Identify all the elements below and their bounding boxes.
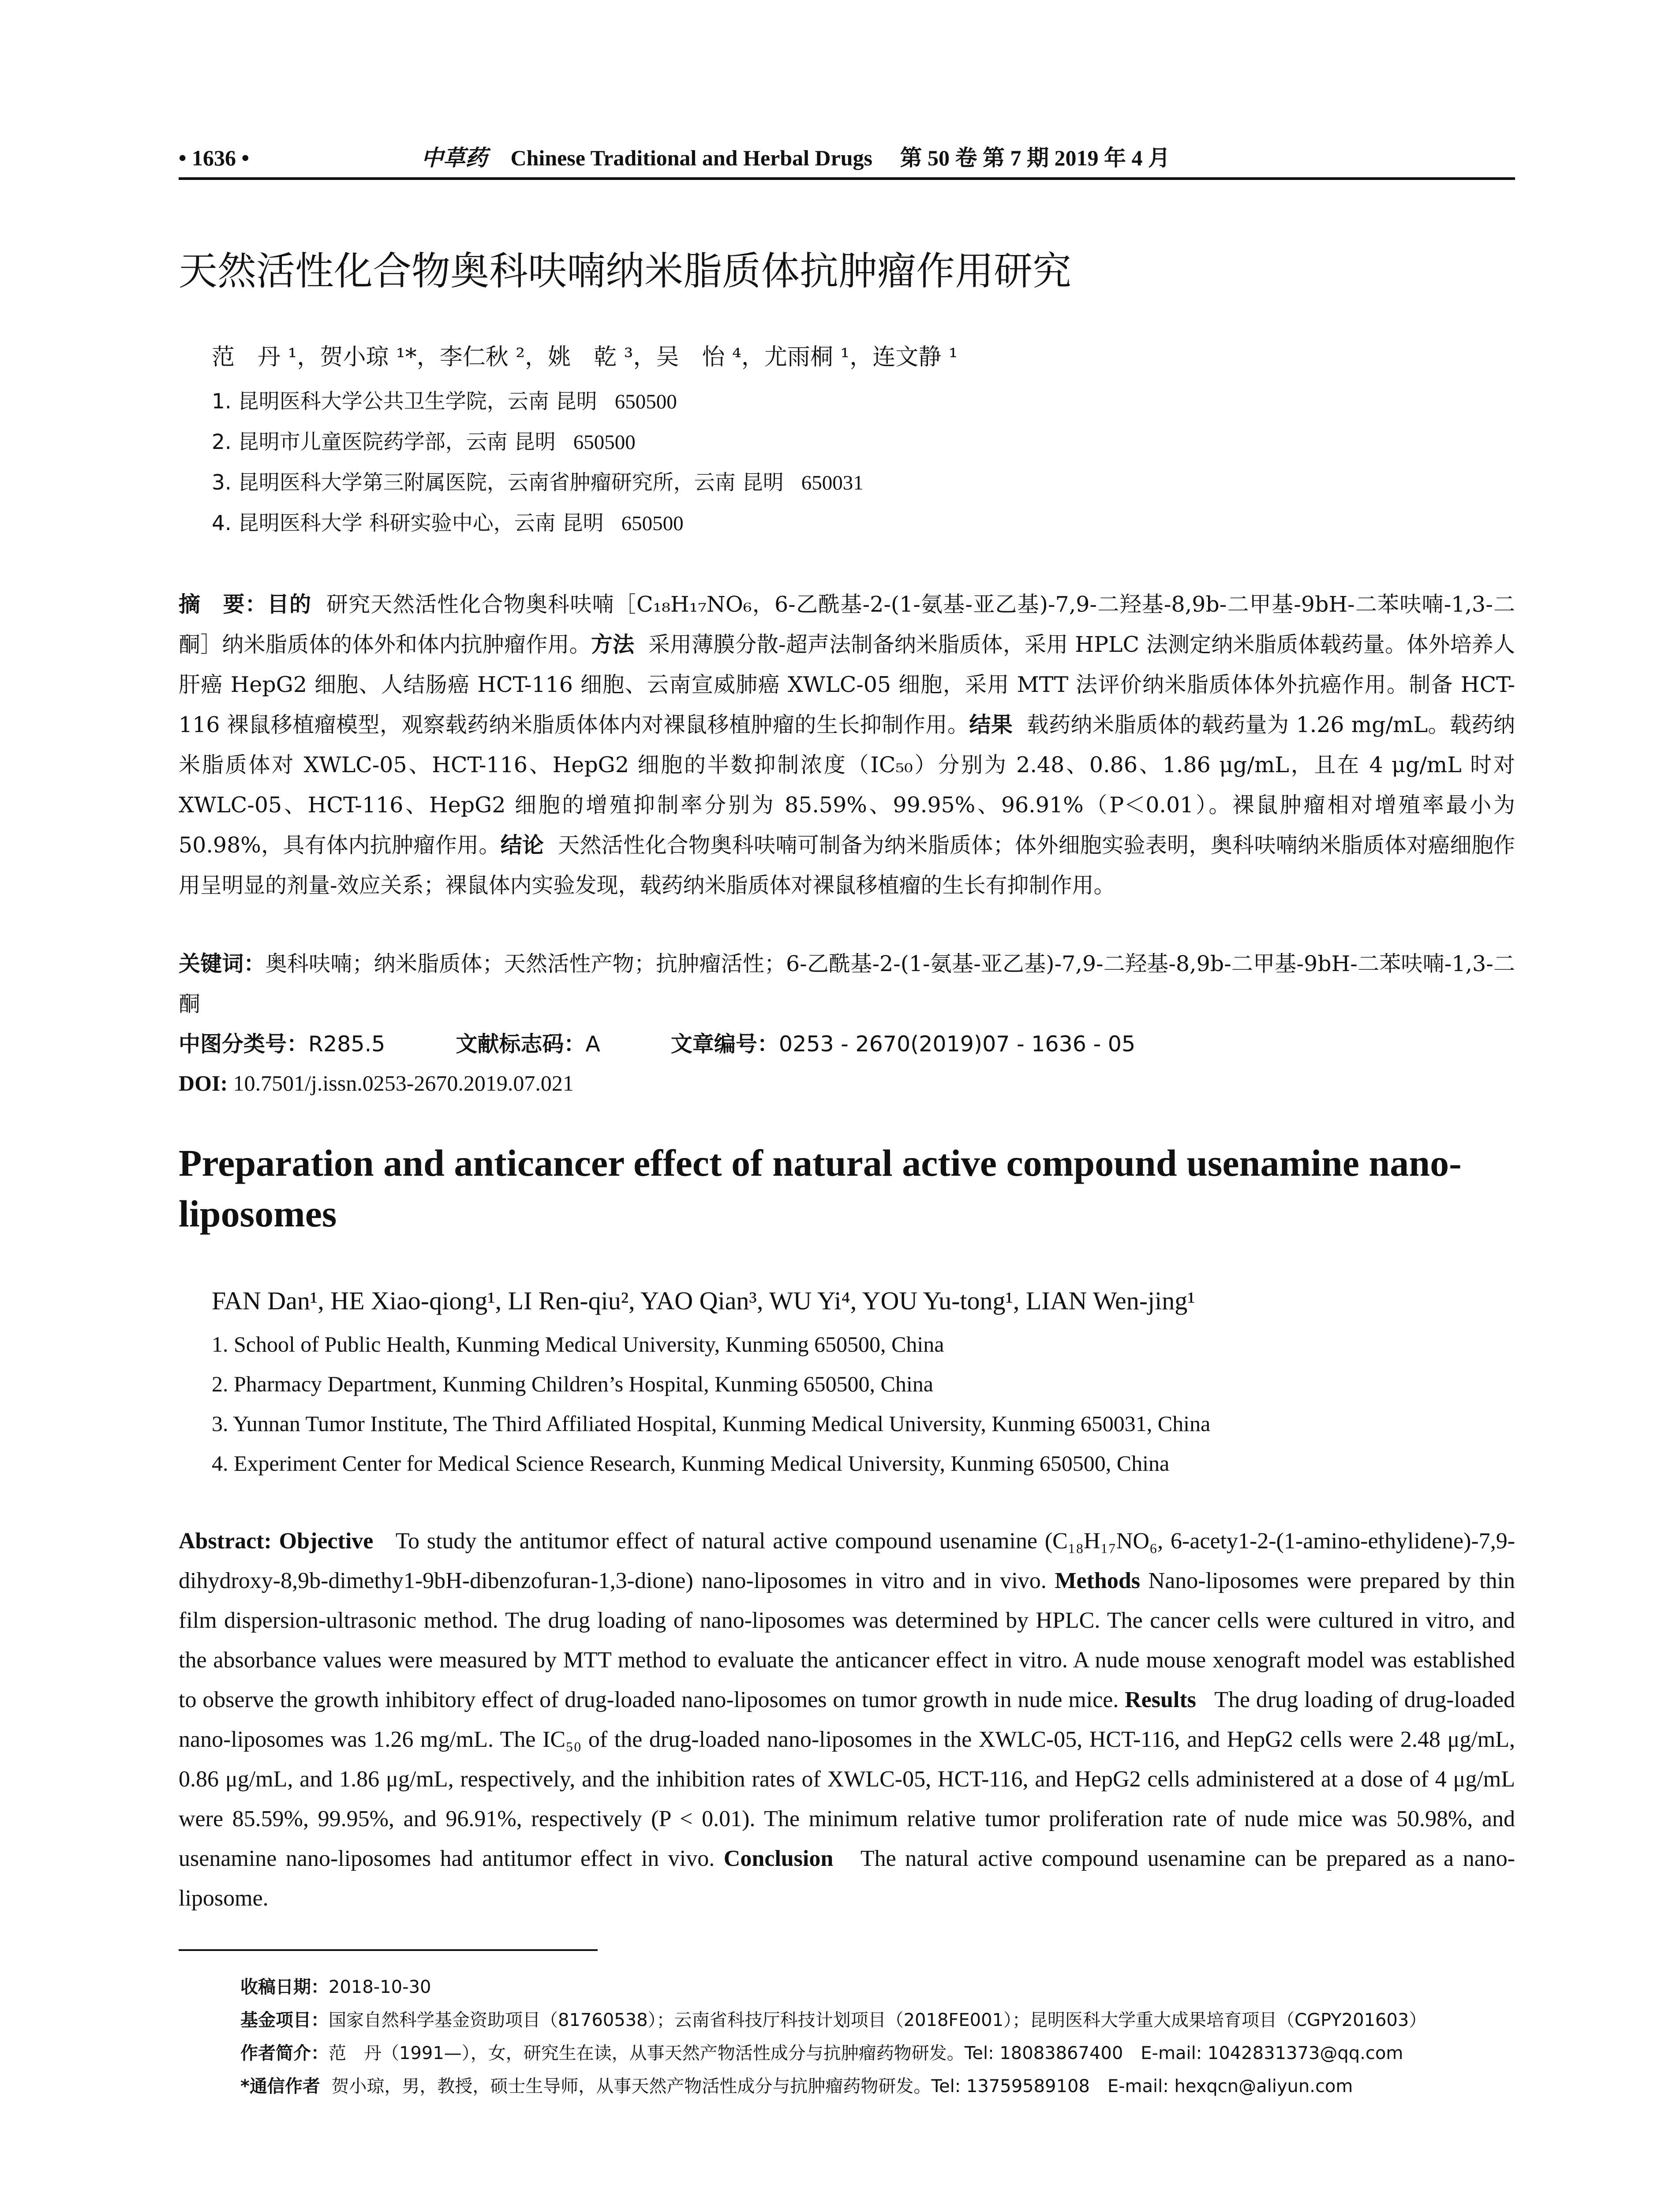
page-number: • 1636 •	[179, 146, 250, 170]
doc-code-label: 文献标志码：	[456, 1031, 586, 1057]
cn-affiliation-text: 3. 昆明医科大学第三附属医院，云南省肿瘤研究所，云南 昆明	[212, 471, 784, 495]
en-objective-label: Objective	[279, 1529, 374, 1554]
journal-masthead	[421, 140, 1170, 176]
cn-title: 天然活性化合物奥科呋喃纳米脂质体抗肿瘤作用研究	[179, 248, 1072, 294]
cn-authors: 范 丹 ¹，贺小琼 ¹*，李仁秋 ²，姚 乾 ³，吴 怡 ⁴，尤雨桐 ¹，连文静 ¹	[212, 344, 958, 370]
footnote-corresponding	[240, 2070, 1515, 2102]
en-authors: FAN Dan¹, HE Xiao-qiong¹, LI Ren-qiu², YAO Qian³, WU Yi⁴, YOU Yu-tong¹, LIAN Wen-jing¹	[212, 1286, 1195, 1315]
funding-label: 基金项目：	[240, 2010, 329, 2030]
en-abstract	[179, 1521, 1515, 1918]
en-conclusion-label: Conclusion	[723, 1846, 834, 1871]
doi-value[interactable]: 10.7501/j.issn.0253-2670.2019.07.021	[233, 1071, 574, 1095]
cn-conclusion-label: 结论	[500, 833, 544, 858]
cn-affiliation-zip: 650500	[621, 512, 684, 535]
doc-code-value: A	[585, 1031, 600, 1057]
en-conclusion-text: The natural active compound usenamine can be prepared as a nano-liposome.	[179, 1846, 1515, 1911]
cn-affiliation-text: 4. 昆明医科大学 科研实验中心，云南 昆明	[212, 511, 604, 535]
footnote-received	[240, 1971, 1515, 2003]
cn-affiliation-zip: 650031	[801, 471, 864, 494]
en-methods-label: Methods	[1055, 1568, 1140, 1593]
cn-abstract	[179, 584, 1515, 905]
author-bio-text: 范 丹（1991—），女，研究生在读，从事天然产物活性成分与抗肿瘤药物研发。Tel: 18083867400 E-mail: 1042831373@qq.com	[329, 2043, 1403, 2063]
cn-objective-label: 目的	[267, 592, 312, 617]
cn-conclusion-text: 天然活性化合物奥科呋喃可制备为纳米脂质体；体外细胞实验表明，奥科呋喃纳米脂质体对癌细胞作用呈明显的剂量-效应关系；裸鼠体内实验发现，载药纳米脂质体对裸鼠移植瘤的生长有抑制作用。	[179, 833, 1515, 898]
en-affiliation: 1. School of Public Health, Kunming Medical University, Kunming 650500, China	[212, 1332, 944, 1357]
cn-results-label: 结果	[969, 712, 1013, 737]
header-rule	[179, 177, 1515, 180]
en-results-text: The drug loading of drug-loaded nano-liposomes was 1.26 mg/mL. The IC₅₀ of the drug-loaded nano-liposomes in the XWLC-05, HCT-116, and HepG2 cells were 2.48 μg/mL, 0.86 μg/mL, and 1.86 μg/mL, respectively, and the inhibition rates of XWLC-05, HCT-116, and HepG2 cells administered at a dose of 4 μg/mL were 85.59%, 99.95%, and 96.91%, respectively (P < 0.01). The minimum relative tumor proliferation rate of nude mice was 50.98%, and usenamine nano-liposomes had antitumor effect in vivo.	[179, 1687, 1515, 1871]
corresponding-text: 贺小琼，男，教授，硕士生导师，从事天然产物活性成分与抗肿瘤药物研发。Tel: 13759589108 E-mail: hexqcn@aliyun.com	[331, 2076, 1353, 2097]
cn-affiliation	[212, 503, 684, 544]
cn-objective-text: 研究天然活性化合物奥科呋喃［C₁₈H₁₇NO₆，6-乙酰基-2-(1-氨基-亚乙基)-7,9-二羟基-8,9b-二甲基-9bH-二苯呋喃-1,3-二酮］纳米脂质体的体外和体内抗肿瘤作用。	[179, 592, 1515, 657]
cn-affiliation-text: 2. 昆明市儿童医院药学部，云南 昆明	[212, 430, 556, 454]
cn-affiliation-zip: 650500	[614, 390, 677, 413]
en-methods-text: Nano-liposomes were prepared by thin film dispersion-ultrasonic method. The drug loading of nano-liposomes was determined by HPLC. The cancer cells were cultured in vitro, and the absorbance values were measured by MTT method to evaluate the anticancer effect in vitro. A nude mouse xenograft model was established to observe the growth inhibitory effect of drug-loaded nano-liposomes on tumor growth in nude mice.	[179, 1568, 1515, 1712]
clc-label: 中图分类号：	[179, 1031, 309, 1057]
journal-logo: 中草药	[421, 145, 487, 171]
cn-results-text: 载药纳米脂质体的载药量为 1.26 mg/mL。载药纳米脂质体对 XWLC-05、HCT-116、HepG2 细胞的半数抑制浓度（IC₅₀）分别为 2.48、0.86、1.86 μg/mL，且在 4 μg/mL 时对 XWLC-05、HCT-116、HepG2 细胞的增殖抑制率分别为 85.59%、99.95%、96.91%（P＜0.01）。裸鼠肿瘤相对增殖率最小为 50.98%，具有体内抗肿瘤作用。	[179, 712, 1515, 858]
cn-affiliation-zip: 650500	[573, 431, 636, 454]
footnote-funding	[240, 2004, 1515, 2036]
cn-methods-label: 方法	[591, 632, 635, 657]
classification-line	[179, 1024, 1135, 1065]
article-no-label: 文章编号：	[670, 1031, 779, 1057]
cn-affiliation	[212, 463, 864, 503]
en-affiliation: 2. Pharmacy Department, Kunming Children’s Hospital, Kunming 650500, China	[212, 1372, 933, 1396]
cn-affiliation	[212, 422, 636, 463]
article-no-value: 0253 - 2670(2019)07 - 1636 - 05	[778, 1031, 1136, 1057]
cn-affiliation	[212, 381, 677, 422]
cn-abstract-label: 摘 要：	[179, 592, 267, 617]
doi-line	[179, 1063, 574, 1103]
en-affiliation: 3. Yunnan Tumor Institute, The Third Affiliated Hospital, Kunming Medical University, Kunming 650031, China	[212, 1411, 1211, 1436]
received-label: 收稿日期：	[240, 1977, 329, 1997]
en-results-label: Results	[1125, 1687, 1196, 1712]
clc-value: R285.5	[308, 1031, 385, 1057]
footnote-author	[240, 2037, 1515, 2069]
corresponding-label: *通信作者	[240, 2076, 320, 2097]
cn-methods-text: 采用薄膜分散-超声法制备纳米脂质体，采用 HPLC 法测定纳米脂质体载药量。体外培养人肝癌 HepG2 细胞、人结肠癌 HCT-116 细胞、云南宣威肺癌 XWLC-05 细胞，采用 MTT 法评价纳米脂质体体外抗癌作用。制备 HCT-116 裸鼠移植瘤模型，观察载药纳米脂质体体内对裸鼠移植肿瘤的生长抑制作用。	[179, 632, 1515, 737]
running-header	[179, 140, 1515, 176]
footnote-rule	[179, 1949, 598, 1951]
en-title: Preparation and anticancer effect of natural active compound usenamine nano-liposomes	[179, 1142, 1462, 1235]
cn-keywords	[179, 944, 1515, 1024]
received-date: 2018-10-30	[329, 1977, 431, 1997]
en-affiliation: 4. Experiment Center for Medical Science Research, Kunming Medical University, Kunming 650500, China	[212, 1451, 1170, 1476]
issue-info: 第 50 卷 第 7 期 2019 年 4 月	[900, 146, 1170, 170]
author-bio-label: 作者简介：	[240, 2043, 329, 2063]
doi-label: DOI:	[179, 1071, 228, 1095]
funding-text: 国家自然科学基金资助项目（81760538）；云南省科技厅科技计划项目（2018FE001）；昆明医科大学重大成果培育项目（CGPY201603）	[329, 2010, 1427, 2030]
cn-affiliation-text: 1. 昆明医科大学公共卫生学院，云南 昆明	[212, 389, 597, 414]
cn-keywords-label: 关键词：	[179, 951, 266, 976]
en-abstract-label: Abstract:	[179, 1529, 272, 1554]
journal-name: Chinese Traditional and Herbal Drugs	[510, 146, 872, 170]
en-objective-text: To study the antitumor effect of natural active compound usenamine (C₁₈H₁₇NO₆, 6-acety1-2-(1-amino-ethylidene)-7,9-dihydroxy-8,9b-dimethy1-9bH-dibenzofuran-1,3-dione) nano-liposomes in vitro and in vivo.	[179, 1529, 1515, 1593]
cn-keywords-text: 奥科呋喃；纳米脂质体；天然活性产物；抗肿瘤活性；6-乙酰基-2-(1-氨基-亚乙基)-7,9-二羟基-8,9b-二甲基-9bH-二苯呋喃-1,3-二酮	[179, 951, 1515, 1017]
